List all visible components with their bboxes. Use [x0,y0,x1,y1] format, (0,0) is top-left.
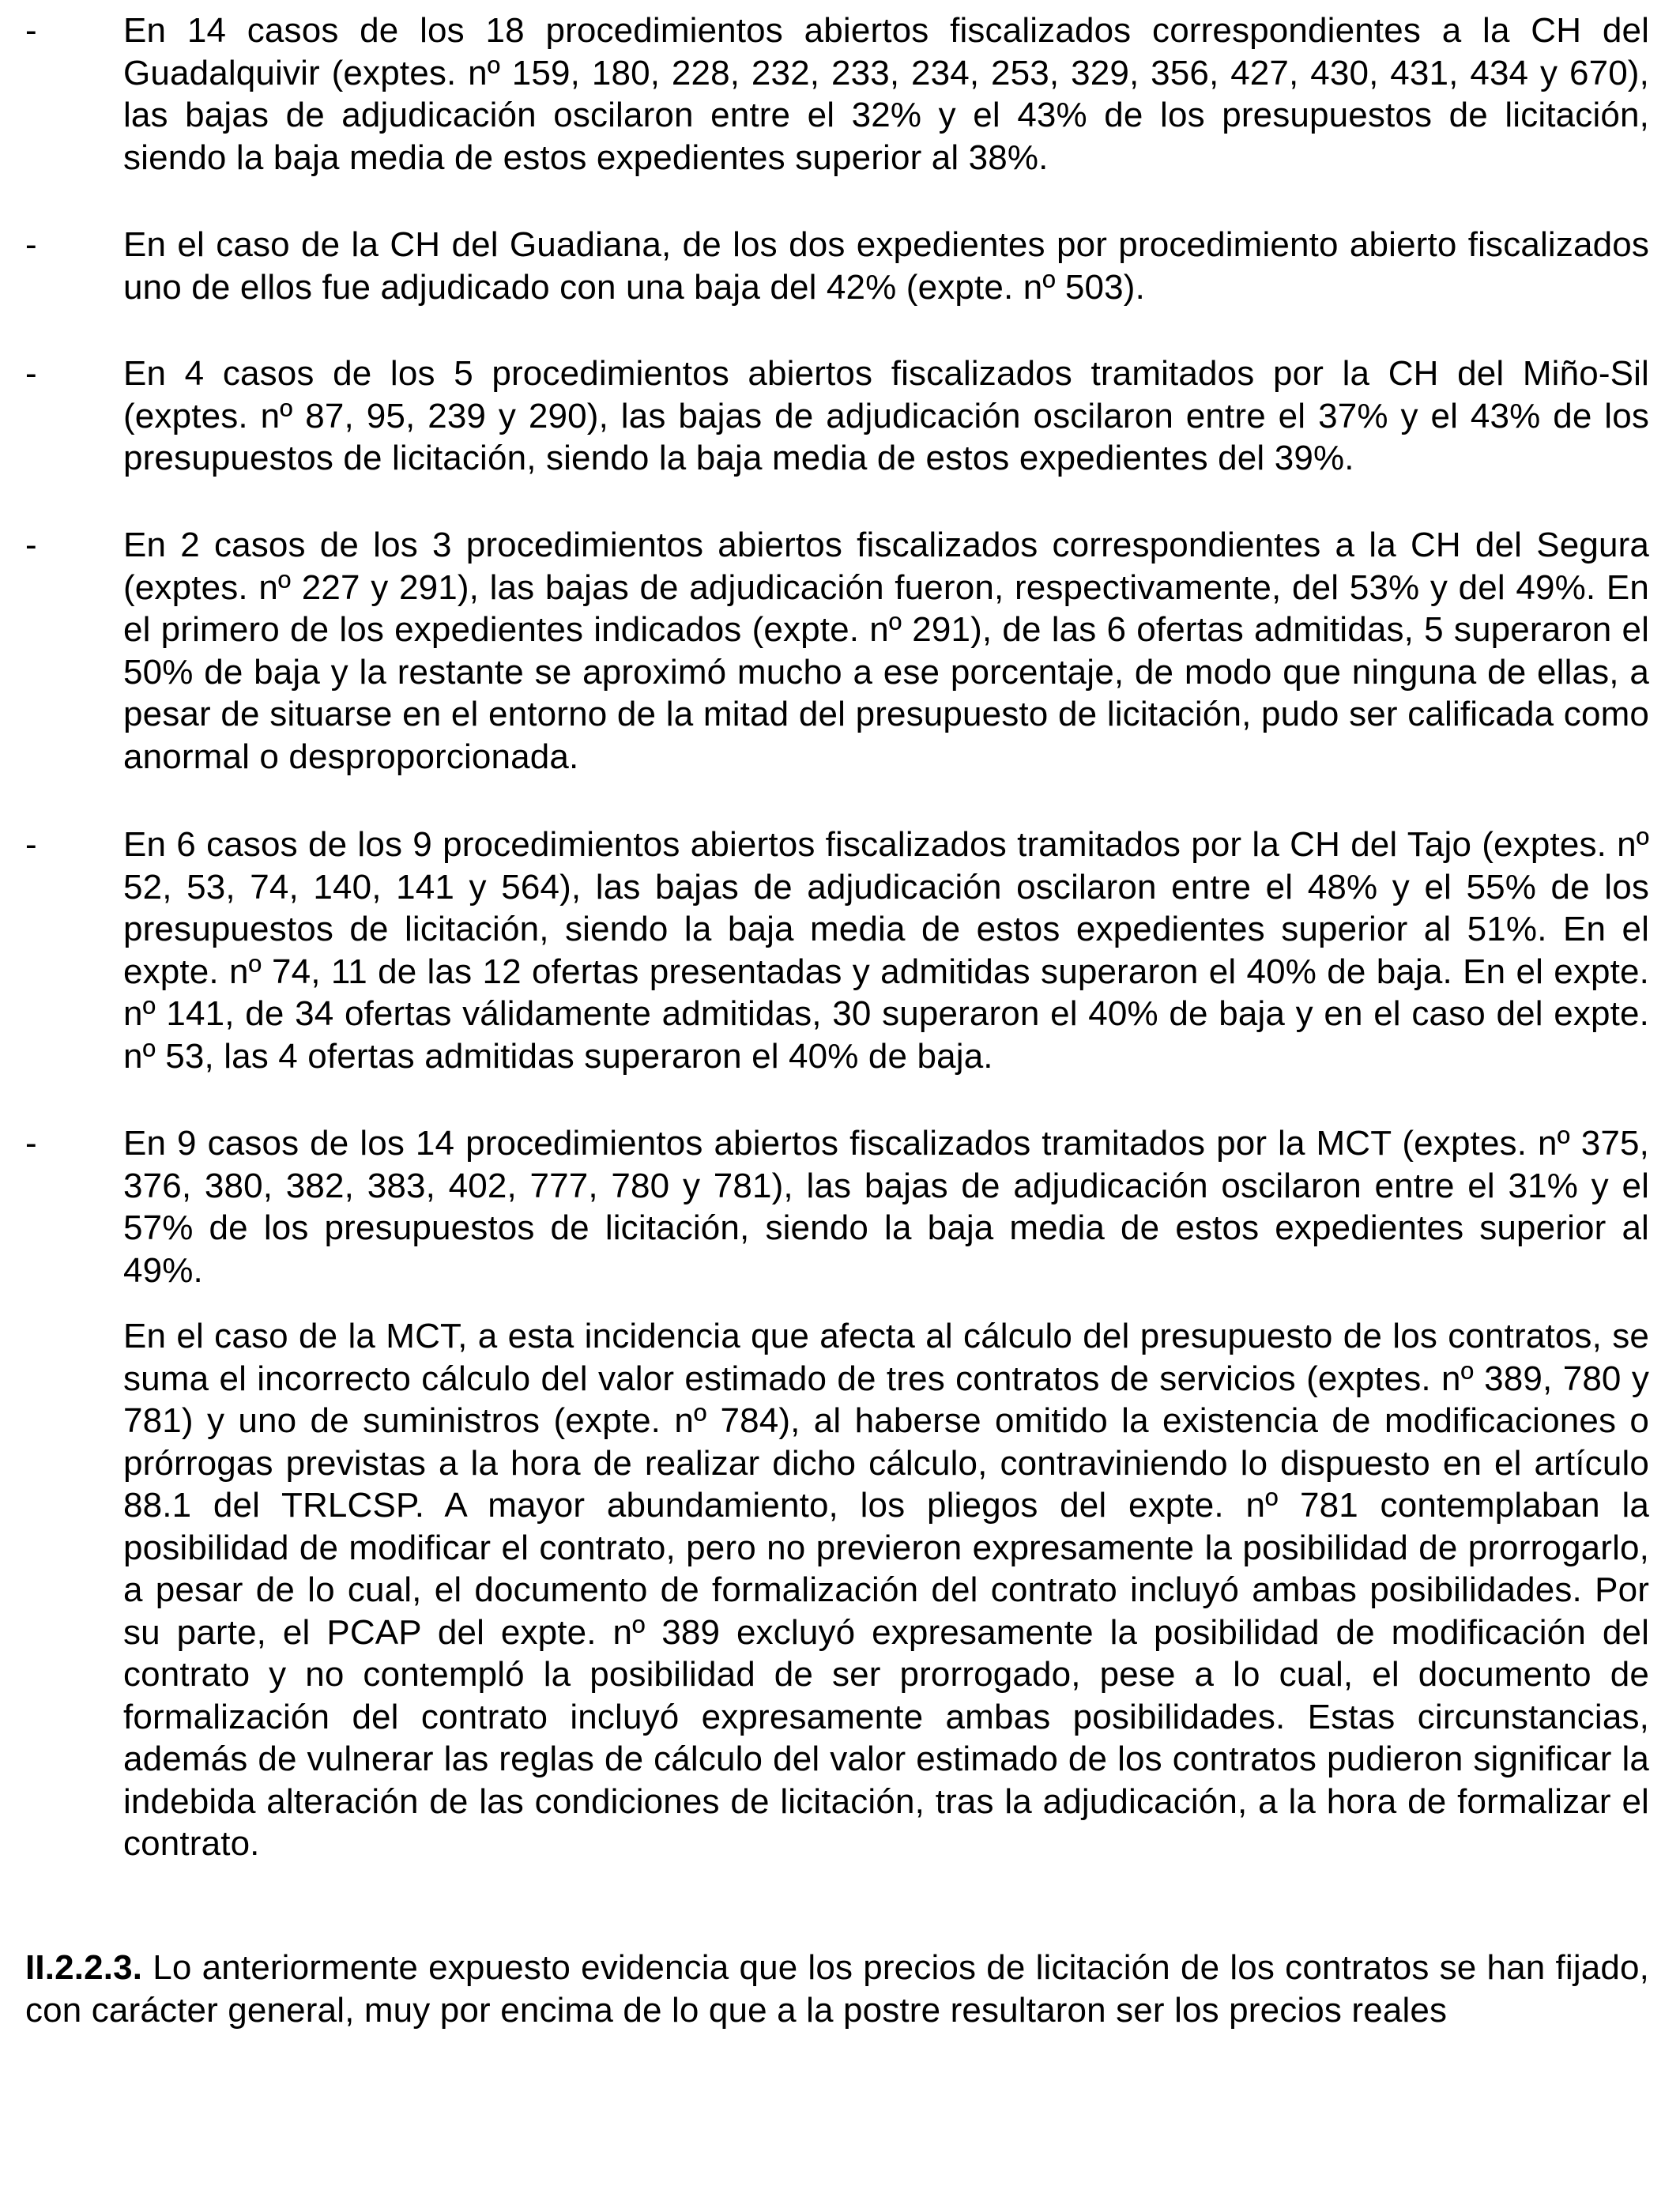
list-bullet: - [25,1124,37,1163]
list-item-text: En 2 casos de los 3 procedimientos abiertos fiscalizados correspondientes a la CH del Segura (exptes. nº 227 y 291), las bajas de adjudicación fueron, respectivamente, del 53% y del 49%. En el primero de los expedientes indicados (expte. nº 291), de las 6 ofertas admitidas, 5 superaron el 50% de baja y la restante se aproximó mucho a ese porcentaje, de modo que ninguna de ellas, a pesar de situarse en el entorno de la mitad del presupuesto de licitación, pudo ser calificada como anormal o desproporcionada. [123,526,1649,776]
list-bullet: - [25,354,37,393]
mct-paragraph-text: En el caso de la MCT, a esta incidencia que afecta al cálculo del presupuesto de los contratos, se suma el incorrecto cálculo del valor estimado de tres contratos de servicios (exptes. nº 389, 780 y 781) y uno de suministros (expte. nº 784), al haberse omitido la existencia de modificaciones o prórrogas previstas a la hora de realizar dicho cálculo, contraviniendo lo dispuesto en el artículo 88.1 del TRLCSP. A mayor abundamiento, los pliegos del expte. nº 781 contemplaban la posibilidad de modificar el contrato, pero no previeron expresamente la posibilidad de prorrogarlo, a pesar de lo cual, el documento de formalización del contrato incluyó ambas posibilidades. Por su parte, el PCAP del expte. nº 389 excluyó expresamente la posibilidad de modificación del contrato y no contempló la posibilidad de ser prorrogado, pese a lo cual, el documento de formalización del contrato incluyó expresamente ambas posibilidades. Estas circunstancias, además de vulnerar las reglas de cálculo del valor estimado de los contratos pudieron significar la indebida alteración de las condiciones de licitación, tras la adjudicación, a la hora de formalizar el contrato. [123,1317,1649,1863]
list-bullet: - [25,11,37,50]
section-paragraph-text [25,1947,1649,2031]
mct-paragraph [123,1315,1649,1865]
list-item [25,9,1649,179]
section-text: Lo anteriormente expuesto evidencia que los precios de licitación de los contratos se han fijado, con carácter general, muy por encima de lo que a la postre resultaron ser los precios reales [25,1948,1649,2030]
list-bullet: - [25,825,37,864]
list-item [25,824,1649,1077]
list-bullet: - [25,526,37,564]
list-item [25,352,1649,480]
section-number: II.2.2.3. [25,1948,143,1987]
list-item-text: En 9 casos de los 14 procedimientos abiertos fiscalizados tramitados por la MCT (exptes. nº 375, 376, 380, 382, 383, 402, 777, 780 y 781), las bajas de adjudicación oscilaron entre el 31% y el 57% de los presupuestos de licitación, siendo la baja media de estos expedientes superior al 49%. [123,1124,1649,1290]
section-paragraph [25,1947,1649,2031]
list-item-text: En 6 casos de los 9 procedimientos abiertos fiscalizados tramitados por la CH del Tajo (exptes. nº 52, 53, 74, 140, 141 y 564), las bajas de adjudicación oscilaron entre el 48% y el 55% de los presupuestos de licitación, siendo la baja media de estos expedientes superior al 51%. En el expte. nº 74, 11 de las 12 ofertas presentadas y admitidas superaron el 40% de baja. En el expte. nº 141, de 34 ofertas válidamente admitidas, 30 superaron el 40% de baja y en el caso del expte. nº 53, las 4 ofertas admitidas superaron el 40% de baja. [123,825,1649,1076]
list-item-text: En el caso de la CH del Guadiana, de los dos expedientes por procedimiento abierto fiscalizados uno de ellos fue adjudicado con una baja del 42% (expte. nº 503). [123,225,1649,307]
list-item [25,524,1649,778]
list-item-text: En 4 casos de los 5 procedimientos abiertos fiscalizados tramitados por la CH del Miño-Sil (exptes. nº 87, 95, 239 y 290), las bajas de adjudicación oscilaron entre el 37% y el 43% de los presupuestos de licitación, siendo la baja media de estos expedientes del 39%. [123,354,1649,477]
list-bullet: - [25,225,37,264]
list-item [25,224,1649,308]
list-item [25,1122,1649,1291]
list-item-text: En 14 casos de los 18 procedimientos abiertos fiscalizados correspondientes a la CH del Guadalquivir (exptes. nº 159, 180, 228, 232, 233, 234, 253, 329, 356, 427, 430, 431, 434 y 670), las bajas de adjudicación oscilaron entre el 32% y el 43% de los presupuestos de licitación, siendo la baja media de estos expedientes superior al 38%. [123,11,1649,177]
